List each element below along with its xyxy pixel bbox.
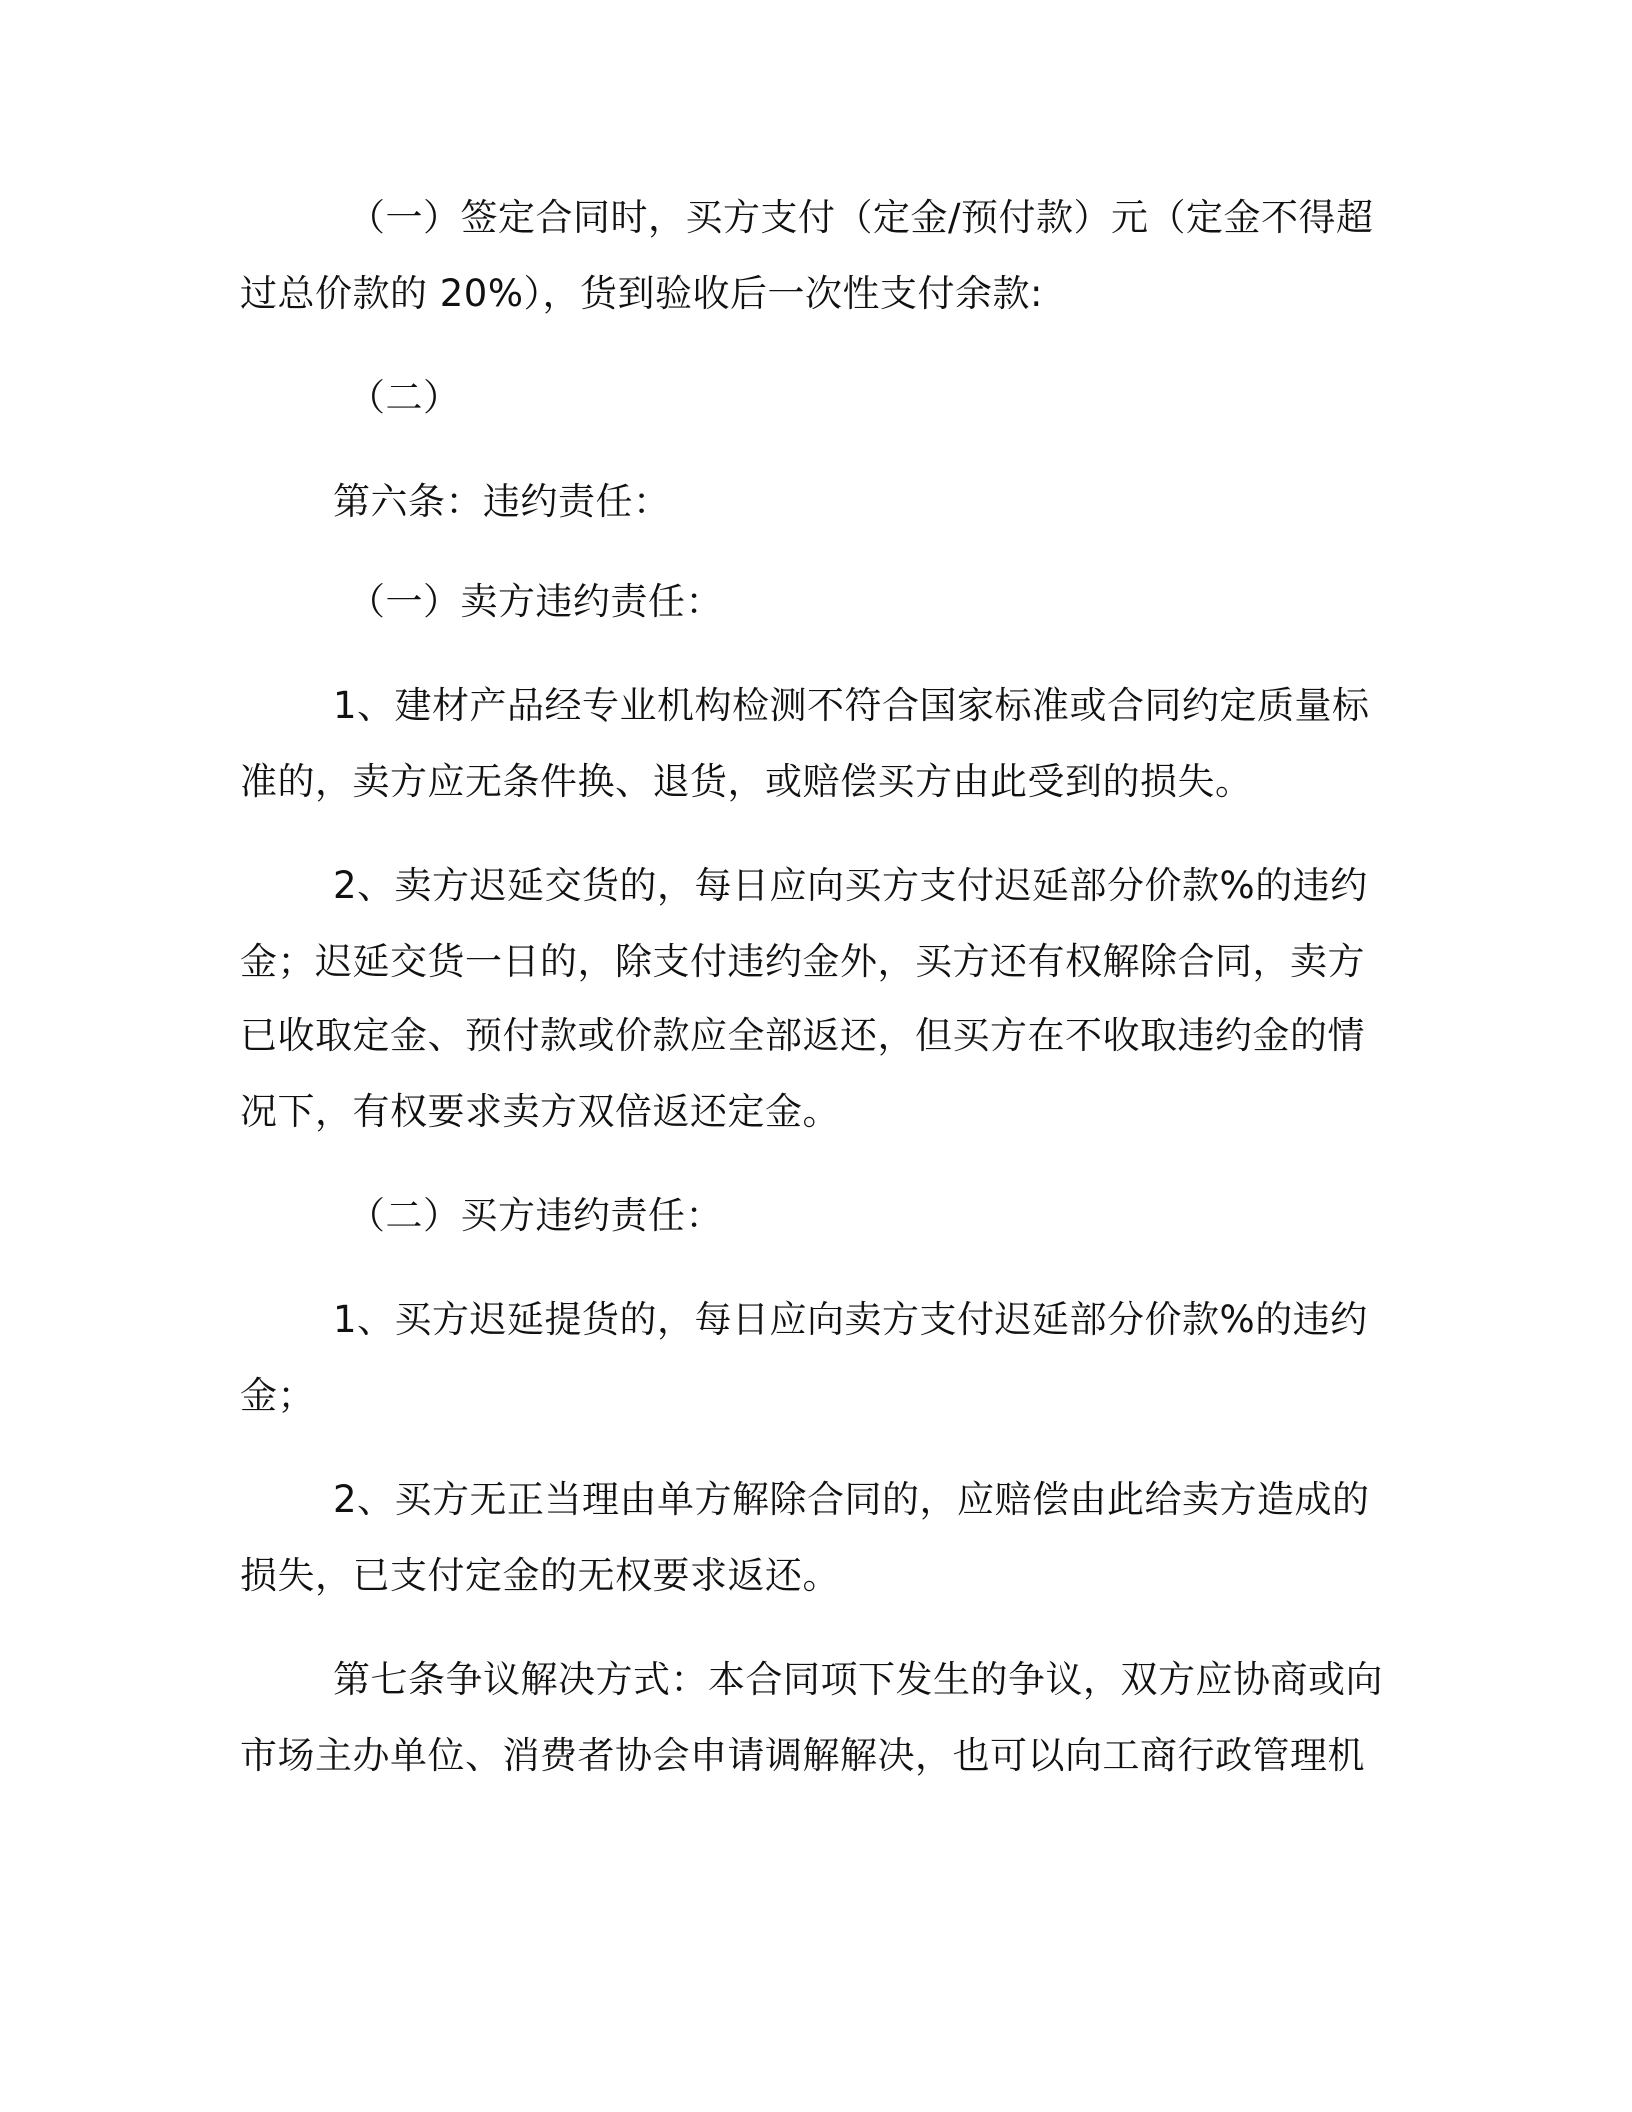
- paragraph-line: 损失，已支付定金的无权要求返还。: [240, 1554, 840, 1597]
- paragraph-line: 金；迟延交货一日的，除支付违约金外，买方还有权解除合同，卖方: [240, 940, 1365, 983]
- section-heading: 第六条：违约责任：: [333, 480, 671, 523]
- subsection-heading: （二）买方违约责任：: [348, 1194, 723, 1237]
- paragraph-line: 1、买方迟延提货的，每日应向卖方支付迟延部分价款%的违约: [333, 1298, 1368, 1341]
- subsection-heading: （一）卖方违约责任：: [348, 580, 723, 623]
- paragraph-line: 准的，卖方应无条件换、退货，或赔偿买方由此受到的损失。: [240, 760, 1253, 803]
- paragraph-line: 况下，有权要求卖方双倍返还定金。: [240, 1090, 840, 1133]
- paragraph-line: （一）签定合同时，买方支付（定金/预付款）元（定金不得超: [348, 196, 1374, 239]
- paragraph-line: 金；: [240, 1374, 315, 1417]
- paragraph-line: 2、卖方迟延交货的，每日应向买方支付迟延部分价款%的违约: [333, 864, 1368, 907]
- paragraph-line: 1、建材产品经专业机构检测不符合国家标准或合同约定质量标: [333, 684, 1370, 727]
- paragraph-line: 过总价款的 20%），货到验收后一次性支付余款:: [240, 272, 1043, 315]
- paragraph-line: 已收取定金、预付款或价款应全部返还，但买方在不收取违约金的情: [240, 1014, 1365, 1057]
- paragraph-line: 市场主办单位、消费者协会申请调解解决，也可以向工商行政管理机: [240, 1734, 1365, 1777]
- paragraph-line: 2、买方无正当理由单方解除合同的，应赔偿由此给卖方造成的: [333, 1478, 1370, 1521]
- paragraph-line: （二）: [348, 376, 461, 419]
- section-heading: 第七条争议解决方式：本合同项下发生的争议，双方应协商或向: [333, 1658, 1383, 1701]
